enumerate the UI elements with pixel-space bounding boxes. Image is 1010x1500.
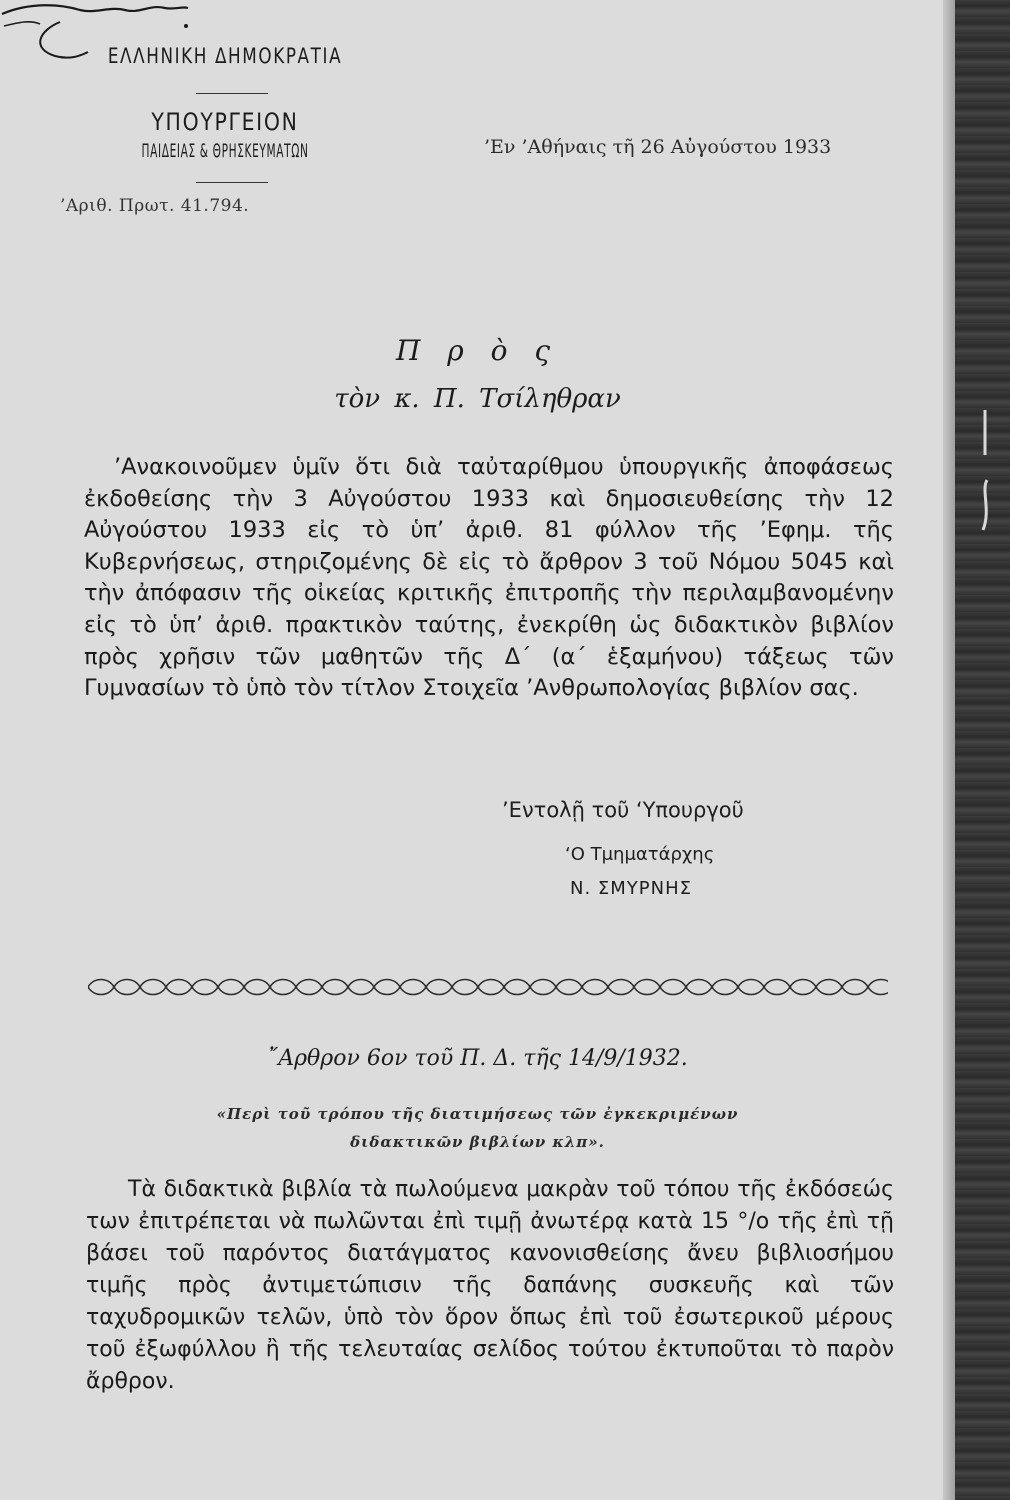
page-edge: [943, 0, 955, 1500]
protocol-number: ’Αριθ. Πρωτ. 41.794.: [60, 196, 250, 216]
ornamental-divider: [88, 975, 888, 999]
salutation: Π ρ ὸ ς: [395, 334, 560, 367]
article-subtitle: [0, 1100, 955, 1156]
signature-line-name: Ν. ΣΜΥΡΝΗΣ: [570, 878, 693, 899]
article-subtitle-line: διδακτικῶν βιβλίων κλπ».: [350, 1133, 605, 1151]
article-title: ῎Αρθρον 6ον τοῦ Π. Δ. τῆς 14/9/1932.: [267, 1046, 688, 1071]
letter-body: [84, 452, 894, 705]
binding-stitch-marks: [975, 410, 995, 550]
letter-date: ’Εν ’Αθήναις τῆ 26 Αὐγούστου 1933: [484, 136, 832, 158]
article-subtitle-line: «Περὶ τοῦ τρόπου τῆς διατιμήσεως τῶν ἐγκεκριμένων: [216, 1105, 739, 1123]
book-spine: [955, 0, 1010, 1500]
ministry-heading: ΥΠΟΥΡΓΕΙΟΝ: [151, 108, 299, 136]
article-paragraph: Τὰ διδακτικὰ βιβλία τὰ πωλούμενα μακρὰν τοῦ τόπου τῆς ἐκδόσεώς των ἐπιτρέπεται νὰ πωλῶνται ἐπὶ τιμῇ ἀνωτέρᾳ κατὰ 15 °/ο τῆς ἐπὶ τῇ βάσει τοῦ παρόντος διατάγματος κανονισθείσης ἄνευ βιβλιοσήμου τιμῆς πρὸς ἀντιμετώπισιν τῆς δαπάνης συσκευῆς καὶ τῶν ταχυδρομικῶν τελῶν, ὑπὸ τὸν ὅρον ὅπως ἐπὶ τοῦ ἐσωτερικοῦ μέρους τοῦ ἐξωφύλλου ἢ τῆς τελευταίας σελίδος τούτου ἐκτυποῦται τὸ παρὸν ἄρθρον.: [86, 1177, 894, 1394]
ministry-header: [60, 44, 390, 162]
signature-line-title: ‘Ο Τμηματάρχης: [565, 844, 715, 865]
republic-heading: ΕΛΛΗΝΙΚΗ ΔΗΜΟΚΡΑΤΙΑ: [107, 44, 343, 68]
article-body: [86, 1174, 894, 1398]
recipient-name: τὸν κ. Π. Τσίληθραν: [334, 384, 621, 414]
header-rule-top: [196, 93, 268, 94]
header-rule-bottom: [196, 182, 268, 183]
ornament-chain: [88, 980, 888, 995]
ministry-subheading: ΠΑΙΔΕΙΑΣ & ΘΡΗΣΚΕΥΜΑΤΩΝ: [141, 140, 309, 162]
signature-line-order: ’Εντολῇ τοῦ ‘Υπουργοῦ: [502, 798, 744, 822]
letter-paragraph: ’Ανακοινοῦμεν ὑμῖν ὅτι διὰ ταὐταρίθμου ὑπουργικῆς ἀποφάσεως ἐκδοθείσης τὴν 3 Αὐγούστου 1933 καὶ δημοσιευθείσης τὴν 12 Αὐγούστου 1933 εἰς τὸ ὑπ’ ἀριθ. 81 φύλλον τῆς ’Εφημ. τῆς Κυβερνήσεως, στηριζομένης δὲ εἰς τὸ ἄρθρον 3 τοῦ Νόμου 5045 καὶ τὴν ἀπόφασιν τῆς οἰκείας κριτικῆς ἐπιτροπῆς τὴν περιλαμβανομένην εἰς τὸ ὑπ’ ἀριθ. πρακτικὸν ταύτης, ἐνεκρίθη ὡς διδακτικὸν βιβλίον πρὸς χρῆσιν τῶν μαθητῶν τῆς Δ΄ (α΄ ἑξαμήνου) τάξεως τῶν Γυμνασίων τὸ ὑπὸ τὸν τίτλον Στοιχεῖα ’Ανθρωπολογίας βιβλίον σας.: [84, 454, 894, 702]
